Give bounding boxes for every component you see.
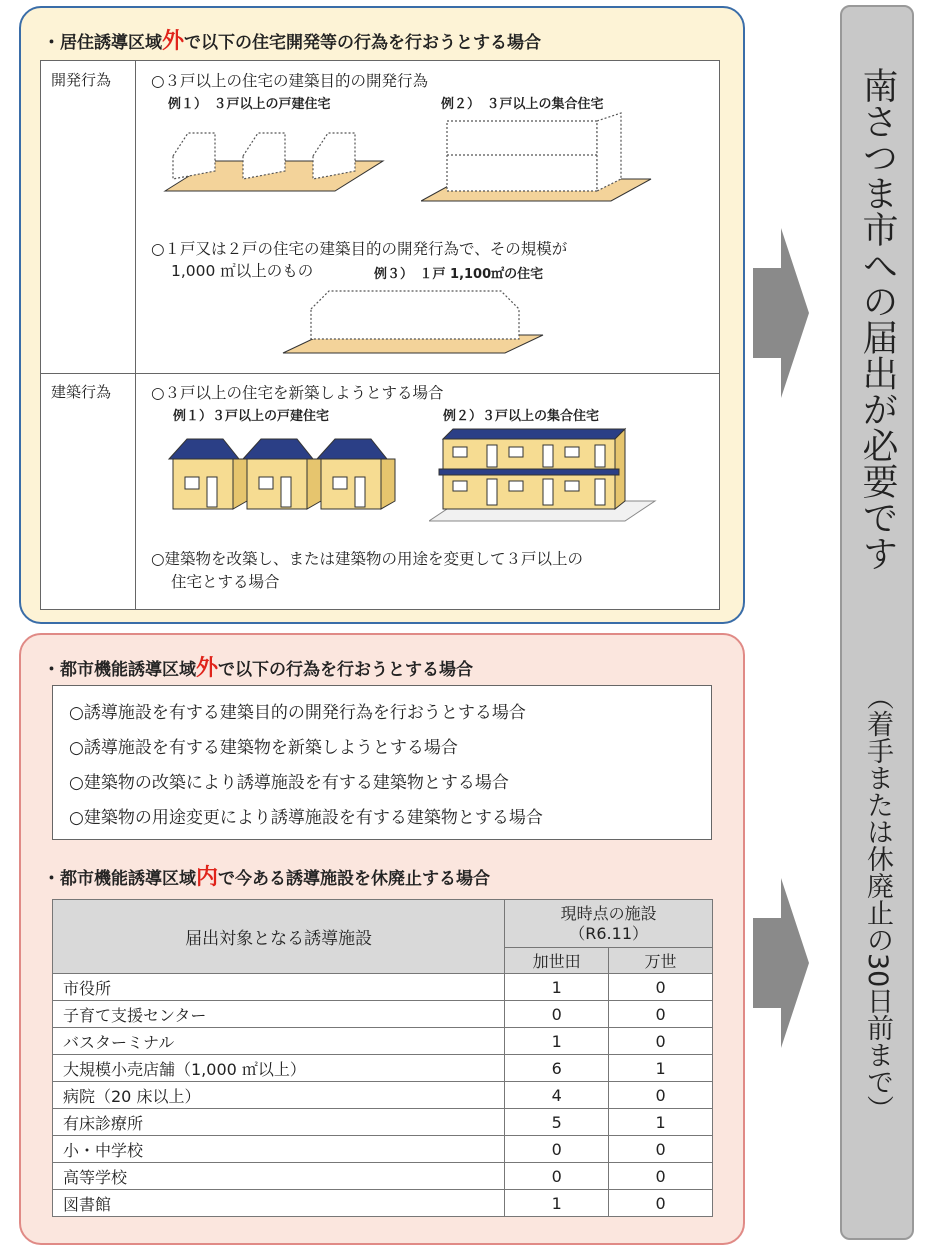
outside-zone-list (52, 685, 712, 840)
facility-name: 子育て支援センター (53, 1001, 505, 1028)
table-row (53, 1136, 713, 1163)
heading-text: で今ある誘導施設を休廃止する場合 (218, 869, 491, 889)
kaseda-count: 0 (505, 1163, 609, 1190)
list-item: ○建築物の用途変更により誘導施設を有する建築物とする場合 (69, 808, 543, 828)
list-item: ○誘導施設を有する建築物を新築しようとする場合 (69, 738, 458, 758)
kaseda-column-header: 加世田 (505, 948, 609, 974)
kaseda-count: 0 (505, 1001, 609, 1028)
heading-emphasis: 内 (196, 865, 219, 890)
header-line: 現時点の施設 (560, 903, 657, 923)
kaseda-count: 1 (505, 1028, 609, 1055)
construction-label: 建築行為 (41, 373, 136, 609)
notification-required-bar (840, 5, 914, 1240)
development-item-2-line2: 1,000 ㎡以上のもの (171, 262, 314, 280)
table-row (53, 1190, 713, 1217)
table-row (53, 1055, 713, 1082)
facility-column-header: 届出対象となる誘導施設 (53, 900, 505, 974)
facility-name: 大規模小売店舗（1,000 ㎡以上） (53, 1055, 505, 1082)
example-1-label: 例１）３戸以上の戸建住宅 (173, 409, 330, 424)
bansei-count: 0 (609, 1136, 713, 1163)
bansei-count: 0 (609, 1190, 713, 1217)
residential-zone-panel (19, 6, 745, 624)
bansei-count: 0 (609, 974, 713, 1001)
current-count-header (505, 900, 713, 948)
facility-name: 小・中学校 (53, 1136, 505, 1163)
list-item: ○誘導施設を有する建築目的の開発行為を行おうとする場合 (69, 703, 526, 723)
bansei-count: 0 (609, 1001, 713, 1028)
header-line: （R6.11） (569, 923, 648, 943)
heading-text: で以下の住宅開発等の行為を行おうとする場合 (184, 33, 542, 53)
heading-text: で以下の行為を行おうとする場合 (218, 660, 474, 680)
construction-item-2-line1: ○建築物を改築し、または建築物の用途を変更して３戸以上の (151, 550, 584, 568)
heading-emphasis: 外 (196, 656, 219, 681)
kaseda-count: 5 (505, 1109, 609, 1136)
outside-zone-heading (43, 651, 473, 682)
heading-text: ・居住誘導区域 (43, 33, 162, 53)
bansei-count: 0 (609, 1028, 713, 1055)
kaseda-count: 0 (505, 1136, 609, 1163)
kaseda-count: 4 (505, 1082, 609, 1109)
detached-houses-outline-illustration (153, 121, 385, 199)
apartment-outline-illustration (421, 109, 661, 205)
inside-zone-heading (43, 860, 490, 891)
bansei-count: 0 (609, 1082, 713, 1109)
construction-item-1: ○３戸以上の住宅を新築しようとする場合 (151, 384, 444, 402)
example-3-label: 例３） １戸 1,100㎡の住宅 (374, 267, 544, 282)
list-item: ○建築物の改築により誘導施設を有する建築物とする場合 (69, 773, 509, 793)
urban-function-zone-panel (19, 633, 745, 1245)
facility-name: 市役所 (53, 974, 505, 1001)
bansei-count: 1 (609, 1055, 713, 1082)
example-2-label: 例２）３戸以上の集合住宅 (443, 409, 600, 424)
table-row (53, 1001, 713, 1028)
apartment-illustration (429, 425, 659, 525)
development-item-1: ○３戸以上の住宅の建築目的の開発行為 (151, 72, 429, 90)
kaseda-count: 1 (505, 974, 609, 1001)
heading-text: ・都市機能誘導区域 (43, 869, 196, 889)
table-row (53, 1082, 713, 1109)
example-2-label: 例２） ３戸以上の集合住宅 (441, 97, 604, 112)
kaseda-count: 1 (505, 1190, 609, 1217)
arrow-right-icon (753, 878, 811, 1048)
table-row (53, 1163, 713, 1190)
notification-required-text: 南さつま市への届出が必要です (857, 67, 898, 571)
heading-text: ・都市機能誘導区域 (43, 660, 196, 680)
heading-emphasis: 外 (162, 29, 185, 54)
facility-name: 病院（20 床以上） (53, 1082, 505, 1109)
residential-activity-table (40, 60, 720, 610)
facility-table (52, 899, 713, 1217)
row-divider (41, 373, 719, 374)
construction-item-2-line2: 住宅とする場合 (171, 573, 280, 591)
detached-houses-illustration (167, 437, 397, 521)
kaseda-count: 6 (505, 1055, 609, 1082)
development-item-2-line1: ○１戸又は２戸の住宅の建築目的の開発行為で、その規模が (151, 240, 568, 258)
development-label: 開発行為 (41, 61, 136, 373)
facility-name: 高等学校 (53, 1163, 505, 1190)
facility-name: 図書館 (53, 1190, 505, 1217)
facility-name: 有床診療所 (53, 1109, 505, 1136)
deadline-note-text: （着手または休廃止の30日前まで） (862, 683, 893, 1123)
bansei-count: 0 (609, 1163, 713, 1190)
table-row (53, 1028, 713, 1055)
arrow-right-icon (753, 228, 811, 398)
residential-zone-heading (43, 24, 541, 55)
example-1-label: 例１） ３戸以上の戸建住宅 (168, 97, 331, 112)
facility-name: バスターミナル (53, 1028, 505, 1055)
bansei-column-header: 万世 (609, 948, 713, 974)
bansei-count: 1 (609, 1109, 713, 1136)
table-row (53, 974, 713, 1001)
table-row (53, 1109, 713, 1136)
large-house-outline-illustration (281, 281, 551, 357)
